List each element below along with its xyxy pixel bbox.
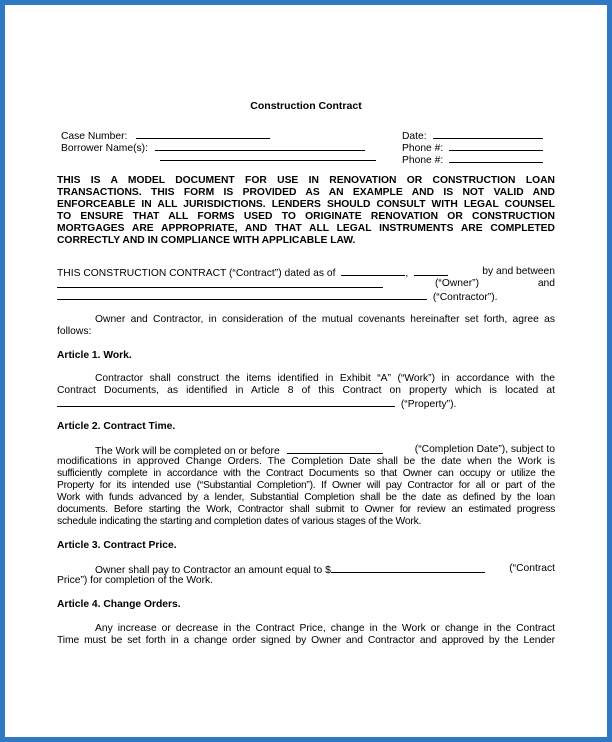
date-label: Date: (402, 131, 427, 142)
case-number-label: Case Number: (61, 131, 128, 142)
article-2-text: The Work will be completed on or before (95, 446, 280, 457)
borrower-name-blank[interactable] (155, 141, 365, 151)
article-1-line: Contract Documents, as identified in Article 8 of this Contract on property which is located at (57, 385, 555, 396)
phone-label-1: Phone #: (402, 143, 444, 154)
disclaimer-block (57, 175, 555, 247)
date-blank[interactable] (433, 129, 543, 139)
phone-label-2: Phone #: (402, 155, 444, 166)
phone-field-2[interactable] (402, 153, 543, 167)
document-frame (5, 5, 607, 737)
phone-blank-2[interactable] (449, 153, 543, 163)
disclaimer-line: CORRECTLY AND IN COMPLIANCE WITH APPLICABLE LAW. (57, 235, 356, 246)
disclaimer-line: TO ENSURE THAT ALL FORMS USED TO ORIGINATE RENOVATION OR CONSTRUCTION (57, 211, 555, 222)
article-2-line: modifications in approved Change Orders. The Completion Date shall be the date when the Work is (57, 456, 555, 467)
article-3-text: (“Contract (509, 563, 555, 574)
article-4-line: Any increase or decrease in the Contract Price, change in the Work or change in the Contract (95, 623, 555, 634)
article-1-heading: Article 1. Work. (57, 350, 132, 361)
article-2-line: Property for its intended use (“Substantial Completion”). If Owner will pay Contractor for all or part of the (57, 480, 555, 491)
disclaimer-line: ENFORCEABLE IN ALL JURISDICTIONS. LENDERS SHOULD CONSULT WITH LEGAL COUNSEL (57, 199, 555, 210)
contractor-tag: (“Contractor”). (432, 292, 498, 303)
article-1-line-3 (57, 397, 555, 411)
contractor-name-blank[interactable] (57, 290, 427, 300)
preamble-comma: , (405, 268, 409, 279)
completion-date-blank[interactable] (287, 444, 383, 454)
property-tag: (“Property”). (400, 399, 457, 410)
article-3-heading: Article 3. Contract Price. (57, 540, 177, 551)
preamble-text: THIS CONSTRUCTION CONTRACT (“Contract”) dated as of (57, 268, 336, 279)
case-number-blank[interactable] (136, 129, 270, 139)
owner-name-blank[interactable] (57, 278, 383, 288)
article-2-line: sufficiently complete in accordance with the Contract Documents so that Owner can occupy or utilize the (57, 468, 555, 479)
preamble-line-3 (57, 290, 555, 304)
owner-tag: (“Owner”) (435, 278, 480, 289)
article-2-line: Work with funds advanced by a lender, Substantial Completion shall be the date as defined by the loan (57, 492, 555, 503)
and-word: and (537, 278, 555, 289)
disclaimer-line: TRANSACTIONS. THIS FORM IS PROVIDED AS AN EXAMPLE AND IS NOT VALID AND (57, 187, 555, 198)
article-4-line: Time must be set forth in a change order signed by Owner and Contractor and approved by the Lender (57, 635, 555, 646)
document-title: Construction Contract (250, 100, 362, 112)
article-2-line: documents. Before starting the Work, Contractor shall submit to Owner for review an estimated progress (57, 504, 555, 515)
article-2-heading: Article 2. Contract Time. (57, 421, 176, 432)
contract-date-blank[interactable] (341, 266, 405, 276)
disclaimer-line: MORTGAGES ARE APPROPRIATE, AND THAT ALL LEGAL INSTRUMENTS ARE COMPLETED (57, 223, 555, 234)
article-3-text: Owner shall pay to Contractor an amount equal to $ (95, 565, 331, 576)
disclaimer-line: THIS IS A MODEL DOCUMENT FOR USE IN RENOVATION OR CONSTRUCTION LOAN (57, 175, 555, 186)
borrower-name-blank-2[interactable] (160, 151, 376, 165)
phone-blank-1[interactable] (449, 141, 543, 151)
article-3-line: Price”) for completion of the Work. (57, 575, 214, 586)
article-2-line: schedule indicating the starting and completion dates of various stages of the Work. (57, 516, 422, 527)
contract-year-blank[interactable] (414, 266, 448, 276)
preamble-by-between: by and between (482, 266, 555, 277)
intro-paragraph: Owner and Contractor, in consideration of the mutual covenants hereinafter set forth, agree as follows: (57, 314, 555, 337)
borrower-name-label: Borrower Name(s): (61, 143, 148, 154)
article-1-line: Contractor shall construct the items identified in Exhibit “A” (“Work”) in accordance with the (95, 373, 555, 384)
contract-price-blank[interactable] (331, 563, 485, 573)
property-address-blank[interactable] (57, 397, 395, 407)
article-4-heading: Article 4. Change Orders. (57, 599, 181, 610)
article-2-text: (“Completion Date”), subject to (414, 444, 555, 455)
